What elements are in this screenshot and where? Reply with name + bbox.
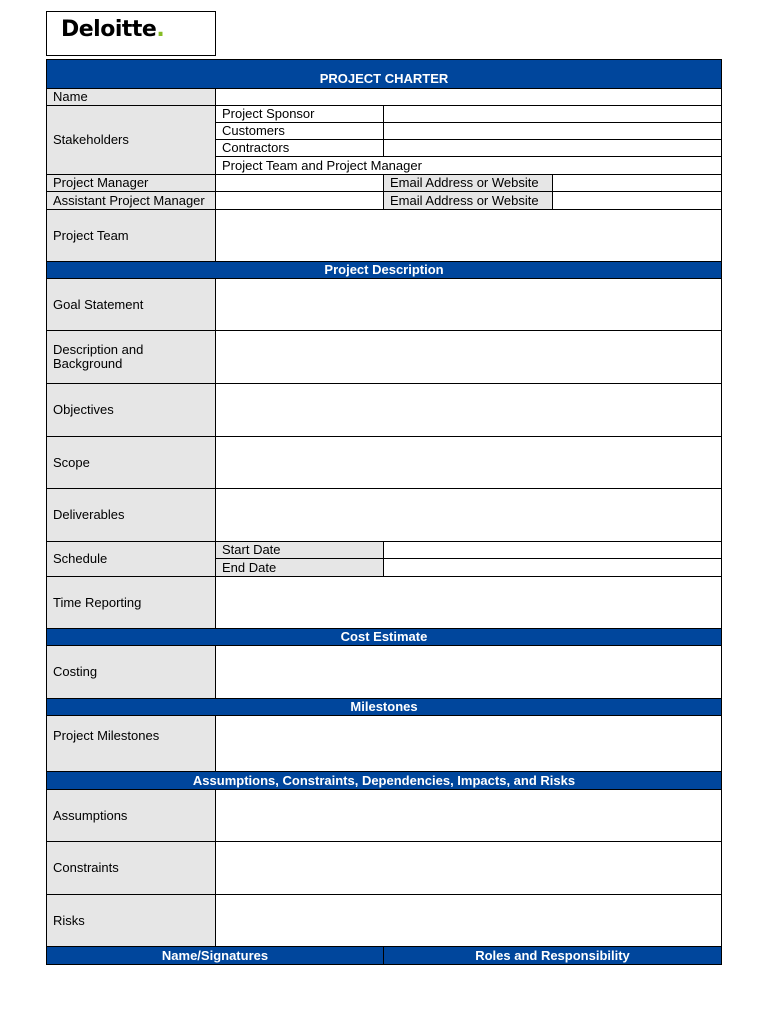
risks-label: Risks bbox=[47, 895, 216, 947]
description-background-field[interactable] bbox=[216, 331, 722, 384]
deliverables-label: Deliverables bbox=[47, 489, 216, 542]
project-manager-label: Project Manager bbox=[47, 175, 216, 192]
end-date-label: End Date bbox=[216, 559, 384, 577]
project-manager-field[interactable] bbox=[216, 175, 384, 192]
logo-wordmark: Deloitte. bbox=[61, 17, 165, 42]
scope-label: Scope bbox=[47, 437, 216, 489]
name-field[interactable] bbox=[216, 89, 722, 106]
description-background-label: Description and Background bbox=[47, 331, 216, 384]
project-sponsor-label: Project Sponsor bbox=[216, 106, 384, 123]
end-date-field[interactable] bbox=[384, 559, 722, 577]
schedule-label: Schedule bbox=[47, 542, 216, 577]
name-label: Name bbox=[47, 89, 216, 106]
section-cost-estimate: Cost Estimate bbox=[47, 629, 722, 646]
objectives-label: Objectives bbox=[47, 384, 216, 437]
section-assumptions-risks: Assumptions, Constraints, Dependencies, Impacts, and Risks bbox=[47, 772, 722, 790]
contractors-label: Contractors bbox=[216, 140, 384, 157]
assistant-pm-label: Assistant Project Manager bbox=[47, 192, 216, 210]
apm-email-label: Email Address or Website bbox=[384, 192, 553, 210]
costing-field[interactable] bbox=[216, 646, 722, 699]
objectives-field[interactable] bbox=[216, 384, 722, 437]
constraints-field[interactable] bbox=[216, 842, 722, 895]
roles-responsibility-header: Roles and Responsibility bbox=[384, 947, 722, 965]
costing-label: Costing bbox=[47, 646, 216, 699]
scope-field[interactable] bbox=[216, 437, 722, 489]
project-charter-table bbox=[46, 59, 722, 965]
goal-statement-label: Goal Statement bbox=[47, 279, 216, 331]
pm-email-field[interactable] bbox=[553, 175, 722, 192]
project-sponsor-field[interactable] bbox=[384, 106, 722, 123]
logo-dot: . bbox=[156, 17, 165, 42]
project-milestones-field[interactable] bbox=[216, 716, 722, 772]
customers-label: Customers bbox=[216, 123, 384, 140]
names-signatures-header: Name/Signatures bbox=[47, 947, 384, 965]
contractors-field[interactable] bbox=[384, 140, 722, 157]
project-team-label: Project Team bbox=[47, 210, 216, 262]
section-project-description: Project Description bbox=[47, 262, 722, 279]
time-reporting-label: Time Reporting bbox=[47, 577, 216, 629]
assumptions-label: Assumptions bbox=[47, 790, 216, 842]
time-reporting-field[interactable] bbox=[216, 577, 722, 629]
section-milestones: Milestones bbox=[47, 699, 722, 716]
assistant-pm-field[interactable] bbox=[216, 192, 384, 210]
customers-field[interactable] bbox=[384, 123, 722, 140]
project-milestones-label: Project Milestones bbox=[47, 716, 216, 772]
assumptions-field[interactable] bbox=[216, 790, 722, 842]
pm-email-label: Email Address or Website bbox=[384, 175, 553, 192]
risks-field[interactable] bbox=[216, 895, 722, 947]
deliverables-field[interactable] bbox=[216, 489, 722, 542]
deloitte-logo bbox=[46, 11, 216, 56]
start-date-label: Start Date bbox=[216, 542, 384, 559]
charter-title: PROJECT CHARTER bbox=[47, 60, 722, 89]
goal-statement-field[interactable] bbox=[216, 279, 722, 331]
project-team-and-manager-label: Project Team and Project Manager bbox=[216, 157, 722, 175]
stakeholders-label: Stakeholders bbox=[47, 106, 216, 175]
start-date-field[interactable] bbox=[384, 542, 722, 559]
constraints-label: Constraints bbox=[47, 842, 216, 895]
apm-email-field[interactable] bbox=[553, 192, 722, 210]
project-team-field[interactable] bbox=[216, 210, 722, 262]
